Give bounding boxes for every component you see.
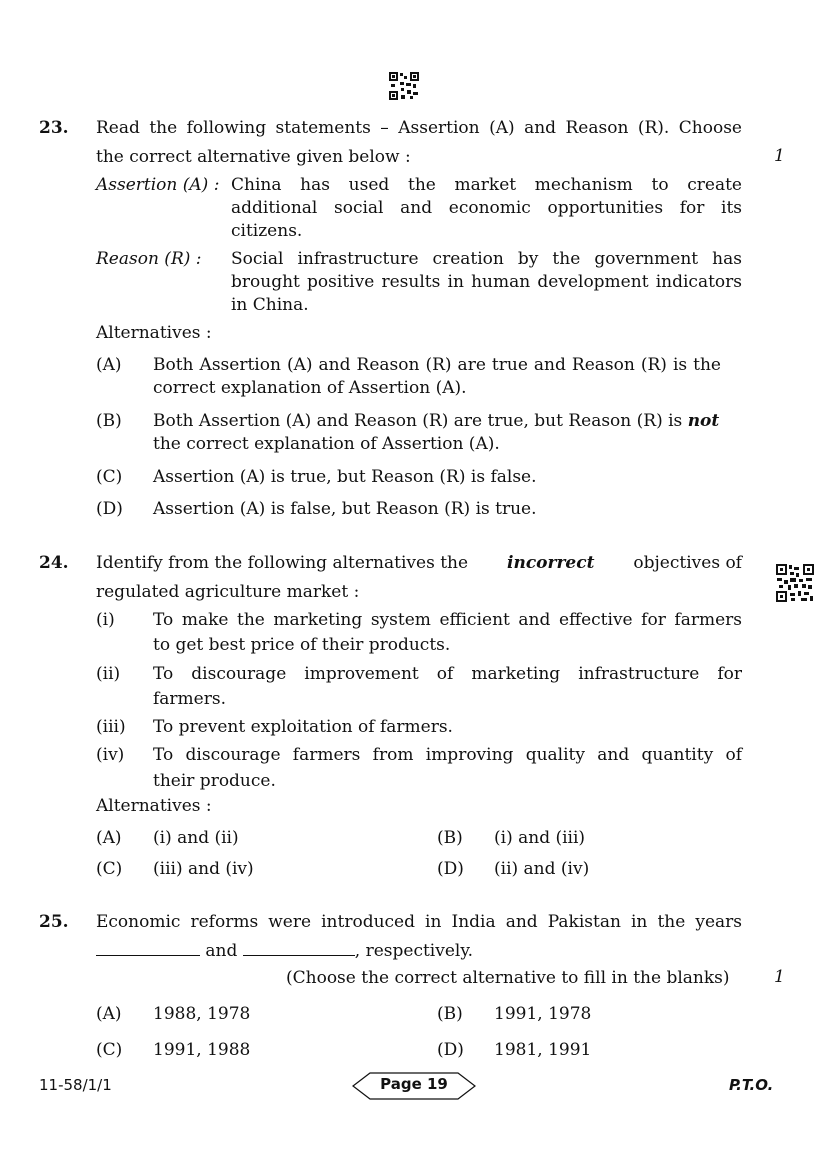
item-label: (i) xyxy=(96,610,115,630)
option-text: (iii) and (iv) xyxy=(153,859,254,879)
marks: 1 xyxy=(774,146,785,166)
page-number: Page 19 xyxy=(380,1075,448,1093)
reason-text: brought positive results in human development indicators xyxy=(231,272,742,292)
option-text: 1991, 1978 xyxy=(494,1004,592,1024)
option-label: (B) xyxy=(437,828,463,848)
item-text: To discourage farmers from improving quality and quantity of xyxy=(153,745,742,765)
option-label: (A) xyxy=(96,1004,122,1024)
option-text: Both Assertion (A) and Reason (R) are true and Reason (R) is the xyxy=(153,355,721,375)
question-stem-line: Read the following statements – Assertion (A) and Reason (R). Choose xyxy=(96,118,742,138)
option-label: (D) xyxy=(437,1040,464,1060)
option-label: (C) xyxy=(96,1040,123,1060)
pto-label: P.T.O. xyxy=(729,1076,774,1094)
option-label: (D) xyxy=(96,499,123,519)
qr-code-icon-top xyxy=(389,72,419,100)
instruction: (Choose the correct alternative to fill in the blanks) xyxy=(286,968,730,988)
option-label: (B) xyxy=(96,411,122,431)
option-label: (D) xyxy=(437,859,464,879)
question-stem-line: and , respectively. xyxy=(96,940,473,963)
assertion-text: additional social and economic opportunities for its xyxy=(231,198,742,218)
reason-label: Reason (R) : xyxy=(96,249,202,269)
marks: 1 xyxy=(774,967,785,987)
item-label: (iii) xyxy=(96,717,126,737)
item-text: To make the marketing system efficient and effective for farmers xyxy=(153,610,742,630)
option-text: Assertion (A) is false, but Reason (R) is true. xyxy=(153,499,537,519)
option-text: (i) and (ii) xyxy=(153,828,239,848)
assertion-text: citizens. xyxy=(231,221,303,241)
question-stem-line: Identify from the following alternatives the incorrect objectives of xyxy=(96,553,742,573)
option-label: (C) xyxy=(96,467,123,487)
reason-text: Social infrastructure creation by the government has xyxy=(231,249,742,269)
option-label: (A) xyxy=(96,355,122,375)
assertion-text: China has used the market mechanism to create xyxy=(231,175,742,195)
option-text: 1981, 1991 xyxy=(494,1040,592,1060)
option-text: 1988, 1978 xyxy=(153,1004,251,1024)
option-label: (A) xyxy=(96,828,122,848)
option-text: Assertion (A) is true, but Reason (R) is false. xyxy=(153,467,537,487)
question-stem-line: Economic reforms were introduced in India and Pakistan in the years xyxy=(96,912,742,932)
option-label: (C) xyxy=(96,859,123,879)
item-text: To discourage improvement of marketing infrastructure for xyxy=(153,664,742,684)
paper-code: 11-58/1/1 xyxy=(39,1076,112,1094)
question-number: 23. xyxy=(39,118,69,138)
item-label: (ii) xyxy=(96,664,121,684)
option-text: correct explanation of Assertion (A). xyxy=(153,378,467,398)
question-stem-line: regulated agriculture market : xyxy=(96,582,360,602)
fill-blank xyxy=(96,941,200,956)
alternatives-label: Alternatives : xyxy=(96,323,212,343)
option-text: 1991, 1988 xyxy=(153,1040,251,1060)
reason-text: in China. xyxy=(231,295,309,315)
option-text: Both Assertion (A) and Reason (R) are true, but Reason (R) is not xyxy=(153,411,720,431)
fill-blank xyxy=(243,941,355,956)
item-text: To prevent exploitation of farmers. xyxy=(153,717,453,737)
question-number: 25. xyxy=(39,912,69,932)
question-stem-line: the correct alternative given below : xyxy=(96,147,411,167)
qr-code-icon-side xyxy=(776,564,814,602)
item-text: to get best price of their products. xyxy=(153,635,451,655)
option-text: (ii) and (iv) xyxy=(494,859,590,879)
item-label: (iv) xyxy=(96,745,125,765)
option-label: (B) xyxy=(437,1004,463,1024)
assertion-label: Assertion (A) : xyxy=(96,175,220,195)
alternatives-label: Alternatives : xyxy=(96,796,212,816)
question-number: 24. xyxy=(39,553,69,573)
option-text: the correct explanation of Assertion (A). xyxy=(153,434,500,454)
item-text: farmers. xyxy=(153,689,226,709)
option-text: (i) and (iii) xyxy=(494,828,586,848)
item-text: their produce. xyxy=(153,771,276,791)
